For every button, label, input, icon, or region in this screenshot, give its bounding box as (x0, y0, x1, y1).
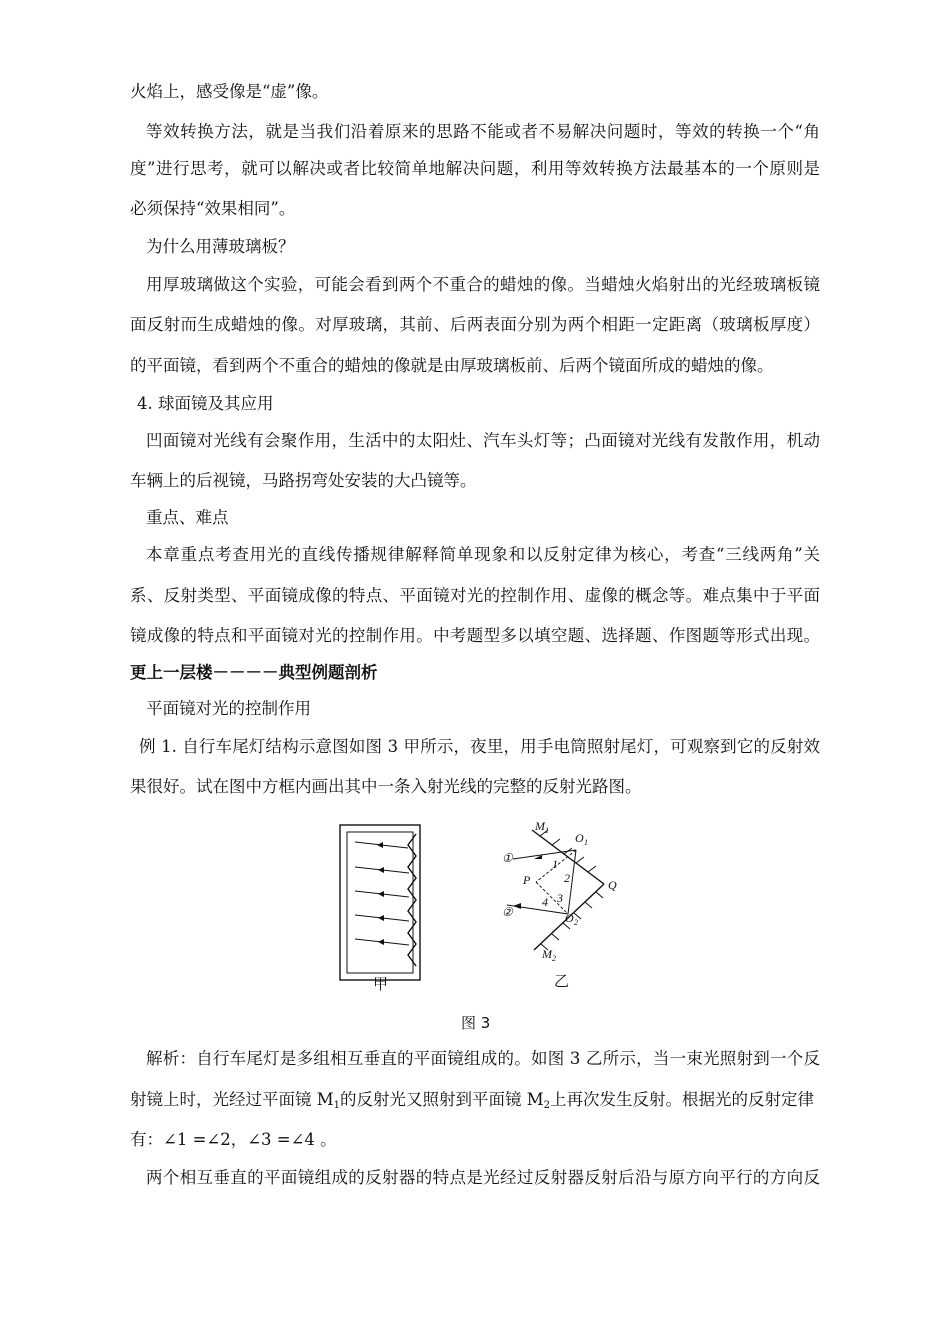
paragraph-line: 射镜上时，光经过平面镜 $M_1$的反射光又照射到平面镜 $M_2$上再次发生反射。根据光的反射定律 (130, 1090, 815, 1111)
paragraph-line: 重点、难点 (146, 508, 229, 527)
diagram-labels (502, 819, 617, 963)
svg-text:4: 4 (542, 895, 548, 909)
svg-text:2: 2 (552, 954, 556, 963)
paragraph-line: 镜成像的特点和平面镜对光的控制作用。中考题型多以填空题、选择题、作图题等形式出现。 (130, 626, 820, 645)
figure-3 (320, 812, 630, 997)
svg-text:1: 1 (545, 826, 549, 835)
figure-caption: 图 3 (461, 1014, 491, 1032)
svg-text:O: O (575, 831, 584, 845)
section-heading: 4. 球面镜及其应用 (137, 394, 274, 413)
svg-text:3: 3 (557, 891, 563, 905)
paragraph-line: 果很好。试在图中方框内画出其中一条入射光线的完整的反射光路图。 (130, 777, 642, 796)
paragraph-line: 必须保持“效果相同”。 (130, 199, 296, 218)
tail-light-diagram (340, 825, 420, 980)
paragraph-line: 有：∠1 =∠2，∠3 =∠4 。 (130, 1130, 337, 1149)
paragraph-line: 等效转换方法，就是当我们沿着原来的思路不能或者不易解决问题时，等效的转换一个“角 (146, 122, 820, 141)
paragraph-line: 面反射而生成蜡烛的像。对厚玻璃，其前、后两表面分别为两个相距一定距离（玻璃板厚度） (130, 315, 820, 334)
paragraph-line: 凹面镜对光线有会聚作用，生活中的太阳灶、汽车头灯等；凸面镜对光线有发散作用，机动 (146, 431, 820, 450)
paragraph-line: 度”进行思考，就可以解决或者比较简单地解决问题，利用等效转换方法最基本的一个原则是 (130, 159, 820, 178)
paragraph-line: 例 1. 自行车尾灯结构示意图如图 3 甲所示，夜里，用手电筒照射尾灯，可观察到它的反射效 (139, 737, 820, 756)
paragraph-line: 火焰上，感受像是“虚”像。 (130, 82, 329, 101)
section-heading: 更上一层楼－－－－典型例题剖析 (130, 663, 378, 682)
svg-text:2: 2 (574, 918, 578, 927)
svg-text:2: 2 (564, 871, 570, 885)
paragraph-line: 为什么用薄玻璃板？ (146, 237, 295, 256)
paragraph-line: 本章重点考查用光的直线传播规律解释简单现象和以反射定律为核心，考查“三线两角”关 (146, 545, 820, 564)
paragraph-line: 两个相互垂直的平面镜组成的反射器的特点是光经过反射器反射后沿与原方向平行的方向反 (146, 1168, 820, 1187)
figure-right-label: 乙 (554, 972, 570, 990)
paragraph-line: 车辆上的后视镜，马路拐弯处安装的大凸镜等。 (130, 471, 477, 490)
paragraph-line: 解析：自行车尾灯是多组相互垂直的平面镜组成的。如图 3 乙所示，当一束光照射到一个反 (146, 1049, 820, 1068)
svg-text:O: O (565, 911, 574, 925)
svg-text:Q: Q (608, 878, 617, 892)
svg-text:P: P (523, 873, 531, 887)
corner-reflector-diagram (507, 830, 604, 950)
paragraph-line: 系、反射类型、平面镜成像的特点、平面镜对光的控制作用、虚像的概念等。难点集中于平面 (130, 586, 820, 605)
paragraph-line: 平面镜对光的控制作用 (146, 699, 311, 718)
svg-text:②: ② (502, 905, 513, 919)
svg-text:M: M (535, 819, 545, 833)
paragraph-line: 用厚玻璃做这个实验，可能会看到两个不重合的蜡烛的像。当蜡烛火焰射出的光经玻璃板镜 (146, 275, 820, 294)
svg-text:1: 1 (552, 857, 558, 871)
svg-text:①: ① (502, 851, 513, 865)
figure-left-label: 甲 (373, 975, 389, 993)
svg-text:1: 1 (584, 838, 588, 847)
paragraph-line: 的平面镜，看到两个不重合的蜡烛的像就是由厚玻璃板前、后两个镜面所成的蜡烛的像。 (130, 356, 774, 375)
svg-text:M: M (542, 947, 552, 961)
